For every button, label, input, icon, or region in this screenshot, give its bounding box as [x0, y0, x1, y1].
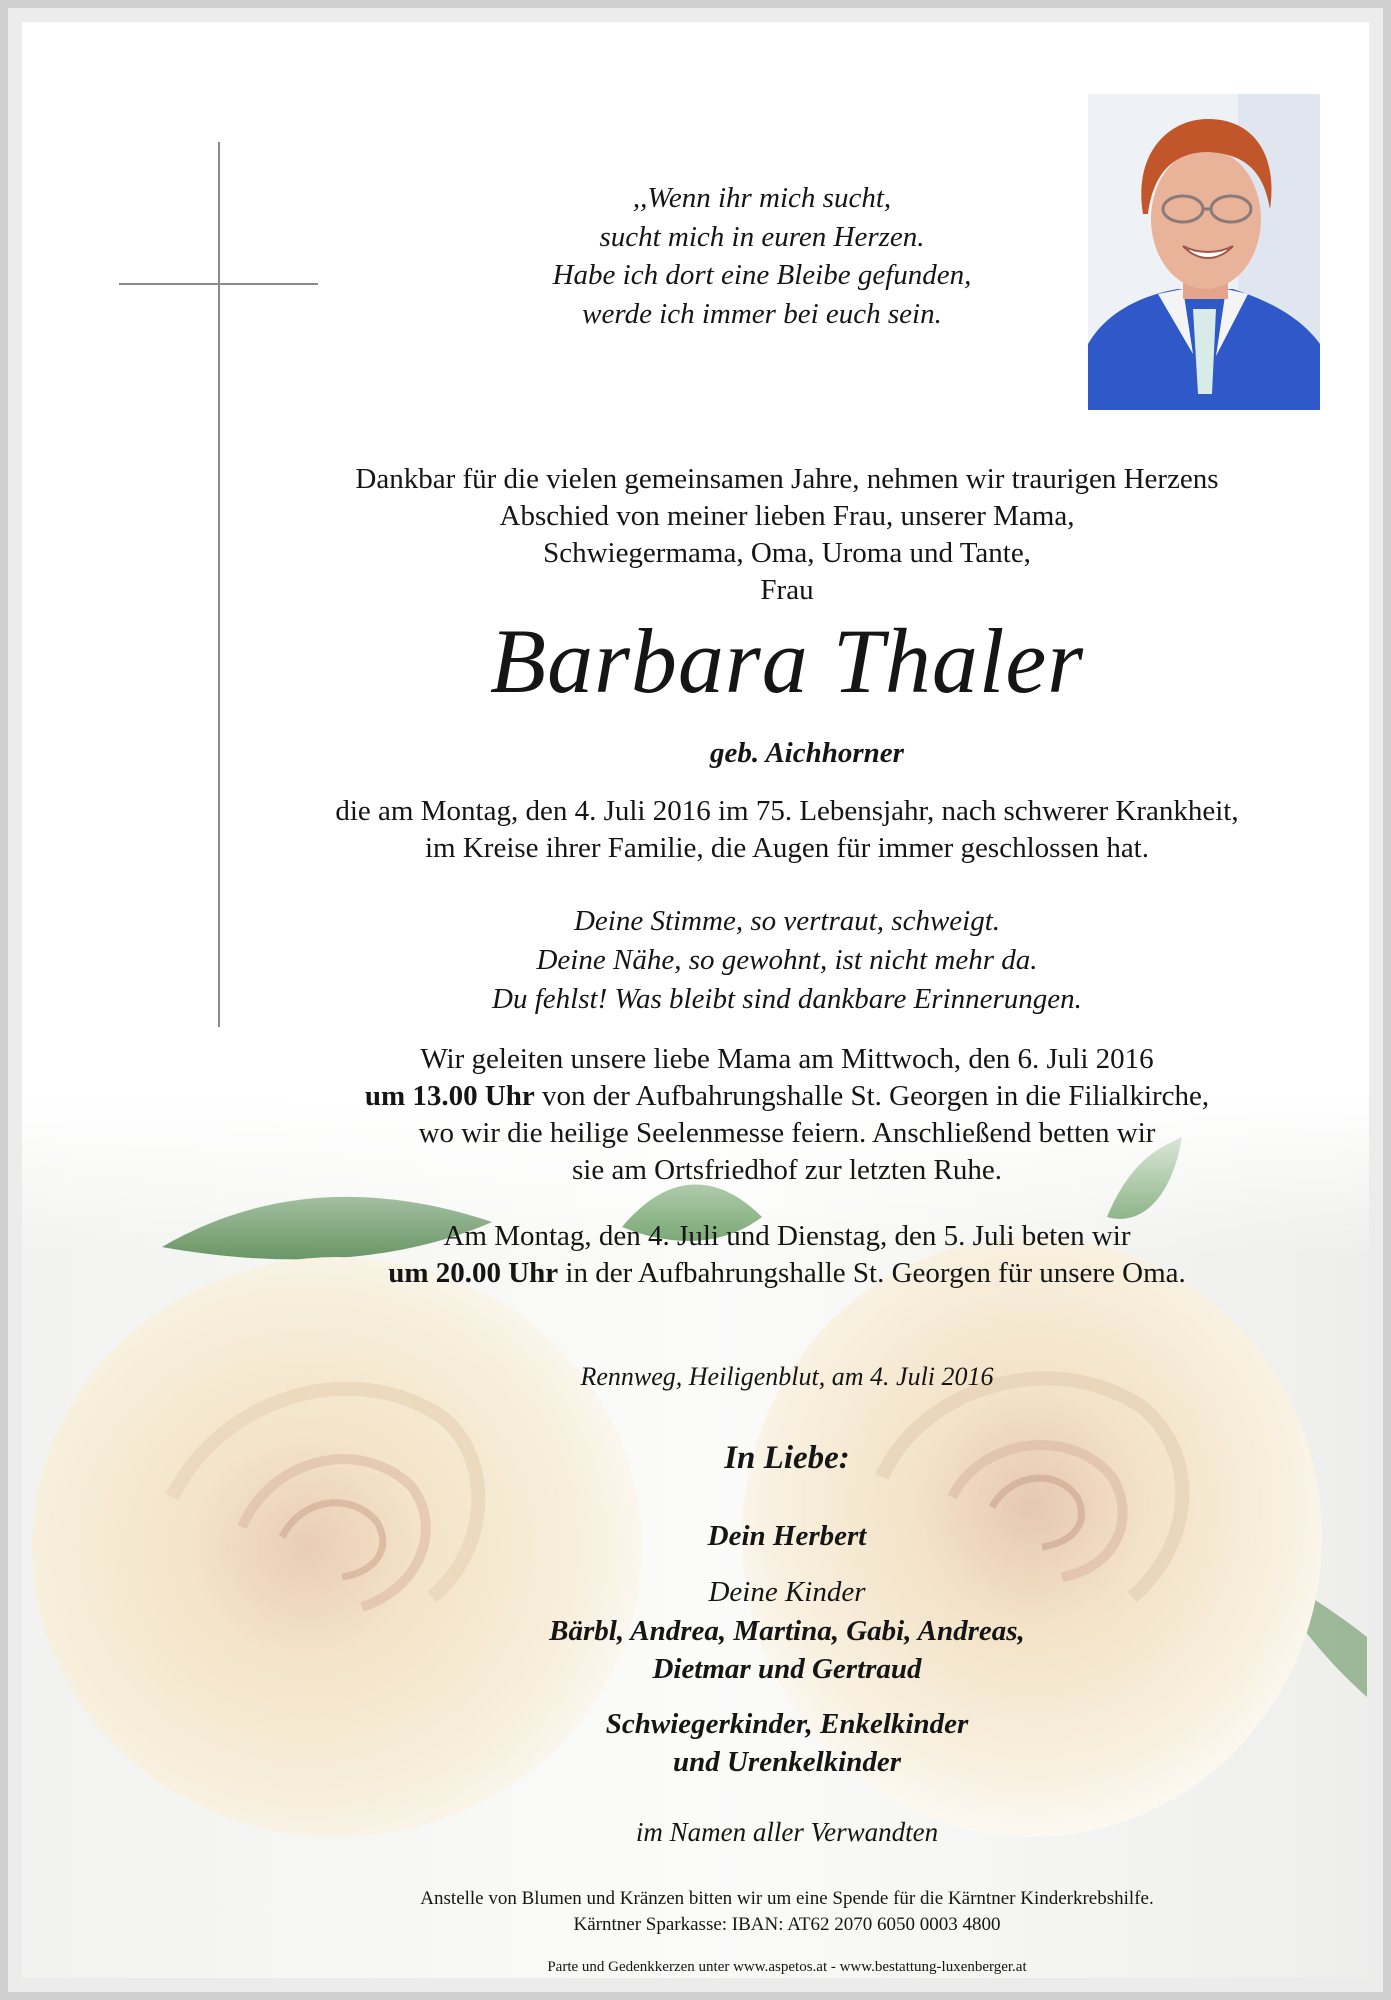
- children-label: Deine Kinder: [708, 1576, 866, 1608]
- bank-details: Kärntner Sparkasse: IBAN: AT62 2070 6050 0003 4800: [573, 1914, 1001, 1935]
- intro-line: Abschied von meiner lieben Frau, unserer Mama,: [499, 500, 1075, 532]
- quote-line: Du fehlst! Was bleibt sind dankbare Erinnerungen.: [492, 983, 1082, 1015]
- donation-line: Anstelle von Blumen und Kränzen bitten wir um eine Spende für die Kärntner Kinderkrebshilfe.: [420, 1888, 1154, 1909]
- funeral-line: sie am Ortsfriedhof zur letzten Ruhe.: [571, 1154, 1002, 1186]
- deceased-name: Barbara Thaler: [489, 610, 1085, 712]
- memorial-quote: [352, 902, 1222, 1019]
- prayer-line-rest: in der Aufbahrungshalle St. Georgen für unsere Oma.: [558, 1257, 1186, 1289]
- quote-line: sucht mich in euren Herzen.: [599, 220, 925, 253]
- prayer-time: um 20.00 Uhr: [388, 1257, 559, 1289]
- intro-line: Schwiegermama, Oma, Uroma und Tante,: [543, 537, 1031, 569]
- children-line: Bärbl, Andrea, Martina, Gabi, Andreas,: [549, 1615, 1025, 1647]
- funeral-line: wo wir die heilige Seelenmesse feiern. Anschließend betten wir: [418, 1117, 1156, 1149]
- place-date: Rennweg, Heiligenblut, am 4. Juli 2016: [580, 1362, 994, 1391]
- relatives-line: im Namen aller Verwandten: [635, 1817, 939, 1847]
- funeral-time: um 13.00 Uhr: [364, 1080, 535, 1112]
- in-laws-line: und Urenkelkinder: [672, 1746, 901, 1778]
- death-line: die am Montag, den 4. Juli 2016 im 75. Lebensjahr, nach schwerer Krankheit,: [335, 795, 1239, 827]
- intro-line: Frau: [760, 574, 814, 606]
- cross-vertical-line: [218, 142, 220, 1027]
- opening-quote: [522, 179, 1002, 333]
- funeral-line: [272, 1078, 1302, 1115]
- funeral-line: Wir geleiten unsere liebe Mama am Mittwoch, den 6. Juli 2016: [420, 1043, 1154, 1075]
- death-line: im Kreise ihrer Familie, die Augen für immer geschlossen hat.: [424, 832, 1149, 864]
- quote-line: Deine Nähe, so gewohnt, ist nicht mehr da.: [536, 944, 1038, 976]
- footer-links: Parte und Gedenkkerzen unter www.aspetos.at - www.bestattung-luxenberger.at: [547, 1959, 1027, 1975]
- husband-name: Dein Herbert: [707, 1520, 867, 1552]
- cross-horizontal-line: [119, 283, 318, 285]
- intro-text: [272, 461, 1302, 609]
- obituary-page: [22, 22, 1369, 1978]
- in-laws-line: Schwiegerkinder, Enkelkinder: [605, 1708, 969, 1740]
- portrait-photo: [1088, 94, 1320, 410]
- quote-line: Deine Stimme, so vertraut, schweigt.: [573, 905, 1001, 937]
- quote-line: werde ich immer bei euch sein.: [582, 297, 942, 330]
- children-line: Dietmar und Gertraud: [652, 1653, 922, 1685]
- funeral-line-rest: von der Aufbahrungshalle St. Georgen in die Filialkirche,: [534, 1080, 1210, 1112]
- prayer-line: Am Montag, den 4. Juli und Dienstag, den 5. Juli beten wir: [443, 1220, 1131, 1252]
- in-laws-grandchildren: [422, 1705, 1152, 1781]
- donation-request: [222, 1886, 1352, 1938]
- death-notice: [272, 793, 1302, 867]
- birth-name: geb. Aichhorner: [710, 737, 904, 769]
- intro-line: Dankbar für die vielen gemeinsamen Jahre, nehmen wir traurigen Herzens: [355, 463, 1219, 495]
- card-frame: [8, 8, 1383, 1992]
- prayer-info: [272, 1218, 1302, 1292]
- children-names: [372, 1612, 1202, 1688]
- funeral-info: [272, 1041, 1302, 1189]
- quote-line: ,,Wenn ihr mich sucht,: [632, 182, 892, 214]
- prayer-line: [272, 1255, 1302, 1292]
- quote-line: Habe ich dort eine Bleibe gefunden,: [552, 259, 972, 291]
- in-love-heading: In Liebe:: [724, 1440, 850, 1476]
